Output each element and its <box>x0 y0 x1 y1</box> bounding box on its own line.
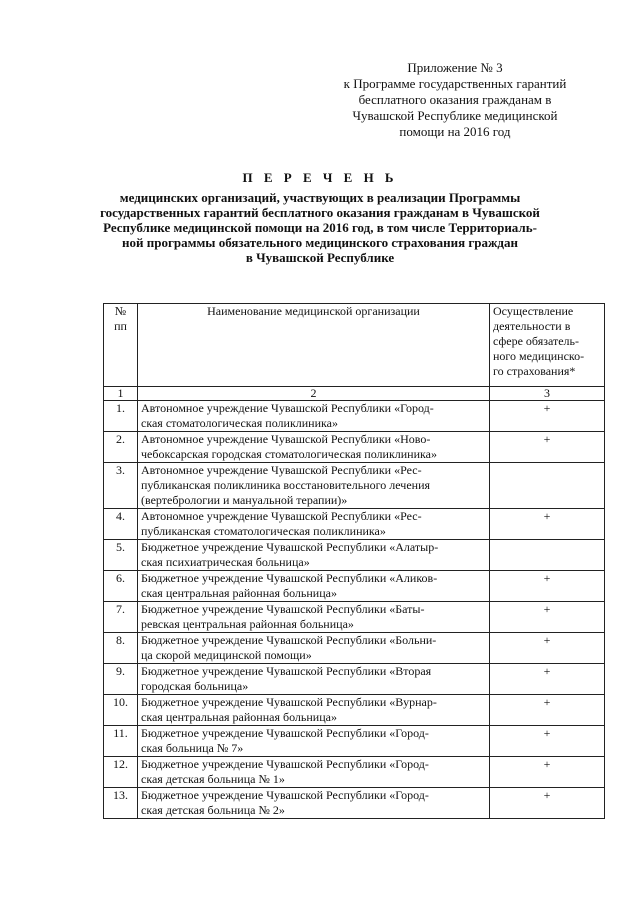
oms-mark: + <box>490 633 605 664</box>
organization-name-line: ца скорой медицинской помощи» <box>141 648 312 662</box>
header-oms-line: сфере обязатель- <box>493 334 580 348</box>
table-row <box>104 571 605 602</box>
organization-name-line: Бюджетное учреждение Чувашской Республики «Город- <box>141 757 429 771</box>
appendix-line: Приложение № 3 <box>407 60 503 75</box>
organization-name-line: Автономное учреждение Чувашской Республики «Рес- <box>141 463 422 477</box>
organizations-table <box>103 303 605 819</box>
organization-name-line: (вертебрологии и мануальной терапии)» <box>141 493 348 507</box>
header-oms-line: Осуществление <box>493 304 574 318</box>
organization-name-line: публиканская поликлиника восстановительного лечения <box>141 478 431 492</box>
table-row <box>104 788 605 819</box>
title-word: П Е Р Е Ч Е Н Ь <box>242 170 398 185</box>
organization-name-line: чебоксарская городская стоматологическая поликлиника» <box>141 447 438 461</box>
title-line: государственных гарантий бесплатного оказания гражданам в Чувашской <box>100 205 540 220</box>
oms-mark: + <box>490 432 605 463</box>
table-body <box>104 401 605 819</box>
organization-name-line: ская больница № 7» <box>141 741 244 755</box>
organization-name <box>138 540 490 571</box>
oms-mark: + <box>490 664 605 695</box>
table-row <box>104 602 605 633</box>
table-row <box>104 664 605 695</box>
colnum: 1 <box>104 387 138 401</box>
oms-mark: + <box>490 401 605 432</box>
title-line: Республике медицинской помощи на 2016 год, в том числе Территориаль- <box>103 220 537 235</box>
organization-name-line: Автономное учреждение Чувашской Республики «Ново- <box>141 432 431 446</box>
row-number: 4. <box>104 509 138 540</box>
appendix-line: к Программе государственных гарантий <box>343 76 567 91</box>
table-header-row <box>104 304 605 387</box>
row-number: 11. <box>104 726 138 757</box>
header-oms-line: деятельности в <box>493 319 571 333</box>
document-title <box>100 170 540 265</box>
organization-name-line: ревская центральная районная больница» <box>141 617 354 631</box>
oms-mark <box>490 540 605 571</box>
table-row <box>104 757 605 788</box>
organization-name-line: ская центральная районная больница» <box>141 710 337 724</box>
organization-name-line: Автономное учреждение Чувашской Республики «Город- <box>141 401 434 415</box>
colnum: 2 <box>138 387 490 401</box>
organization-name-line: ская детская больница № 2» <box>141 803 285 817</box>
organization-name-line: Автономное учреждение Чувашской Республики «Рес- <box>141 509 422 523</box>
organization-name <box>138 633 490 664</box>
organization-name <box>138 432 490 463</box>
organization-name-line: Бюджетное учреждение Чувашской Республики «Аликов- <box>141 571 438 585</box>
title-line: в Чувашской Республике <box>245 250 395 265</box>
row-number: 12. <box>104 757 138 788</box>
organization-name-line: Бюджетное учреждение Чувашской Республики «Вурнар- <box>141 695 437 709</box>
organization-name <box>138 463 490 509</box>
table-row <box>104 463 605 509</box>
row-number: 10. <box>104 695 138 726</box>
oms-mark: + <box>490 695 605 726</box>
organization-name-line: ская детская больница № 1» <box>141 772 285 786</box>
table-row <box>104 401 605 432</box>
organization-name-line: публиканская стоматологическая поликлиника» <box>141 524 386 538</box>
organization-name-line: городская больница» <box>141 679 249 693</box>
table-row <box>104 509 605 540</box>
colnum: 3 <box>490 387 605 401</box>
appendix-header <box>330 60 580 140</box>
organization-name <box>138 664 490 695</box>
header-oms-line: ного медицинско- <box>493 349 585 363</box>
header-oms-line: го страхования* <box>493 364 576 378</box>
organization-name <box>138 602 490 633</box>
appendix-line: Чувашской Республике медицинской <box>352 108 558 123</box>
organization-name <box>138 788 490 819</box>
organization-name <box>138 401 490 432</box>
row-number: 2. <box>104 432 138 463</box>
row-number: 13. <box>104 788 138 819</box>
header-num-line: пп <box>114 319 127 333</box>
table-row <box>104 633 605 664</box>
header-oms <box>490 304 605 387</box>
organization-name-line: ская центральная районная больница» <box>141 586 337 600</box>
table-row <box>104 726 605 757</box>
appendix-line: помощи на 2016 год <box>399 124 511 139</box>
organization-name-line: Бюджетное учреждение Чувашской Республики «Больни- <box>141 633 437 647</box>
oms-mark: + <box>490 602 605 633</box>
oms-mark: + <box>490 571 605 602</box>
title-line: ной программы обязательного медицинского страхования граждан <box>122 235 518 250</box>
appendix-line: бесплатного оказания гражданам в <box>358 92 552 107</box>
table-row <box>104 432 605 463</box>
organization-name-line: Бюджетное учреждение Чувашской Республики «Баты- <box>141 602 425 616</box>
organization-name-line: Бюджетное учреждение Чувашской Республики «Вторая <box>141 664 432 678</box>
table-row <box>104 695 605 726</box>
row-number: 8. <box>104 633 138 664</box>
organization-name-line: ская стоматологическая поликлиника» <box>141 416 339 430</box>
header-name: Наименование медицинской организации <box>138 304 490 387</box>
organization-name-line: Бюджетное учреждение Чувашской Республики «Город- <box>141 726 429 740</box>
organization-name <box>138 509 490 540</box>
organization-name <box>138 757 490 788</box>
column-number-row <box>104 387 605 401</box>
table-row <box>104 540 605 571</box>
row-number: 7. <box>104 602 138 633</box>
oms-mark: + <box>490 757 605 788</box>
row-number: 9. <box>104 664 138 695</box>
row-number: 5. <box>104 540 138 571</box>
row-number: 1. <box>104 401 138 432</box>
row-number: 3. <box>104 463 138 509</box>
oms-mark: + <box>490 788 605 819</box>
organization-name <box>138 695 490 726</box>
oms-mark: + <box>490 509 605 540</box>
row-number: 6. <box>104 571 138 602</box>
header-num <box>104 304 138 387</box>
title-line: медицинских организаций, участвующих в реализации Программы <box>119 190 521 205</box>
oms-mark <box>490 463 605 509</box>
organization-name <box>138 726 490 757</box>
organization-name <box>138 571 490 602</box>
oms-mark: + <box>490 726 605 757</box>
organization-name-line: ская психиатрическая больница» <box>141 555 310 569</box>
organization-name-line: Бюджетное учреждение Чувашской Республики «Город- <box>141 788 429 802</box>
organization-name-line: Бюджетное учреждение Чувашской Республики «Алатыр- <box>141 540 439 554</box>
header-num-line: № <box>114 304 127 318</box>
